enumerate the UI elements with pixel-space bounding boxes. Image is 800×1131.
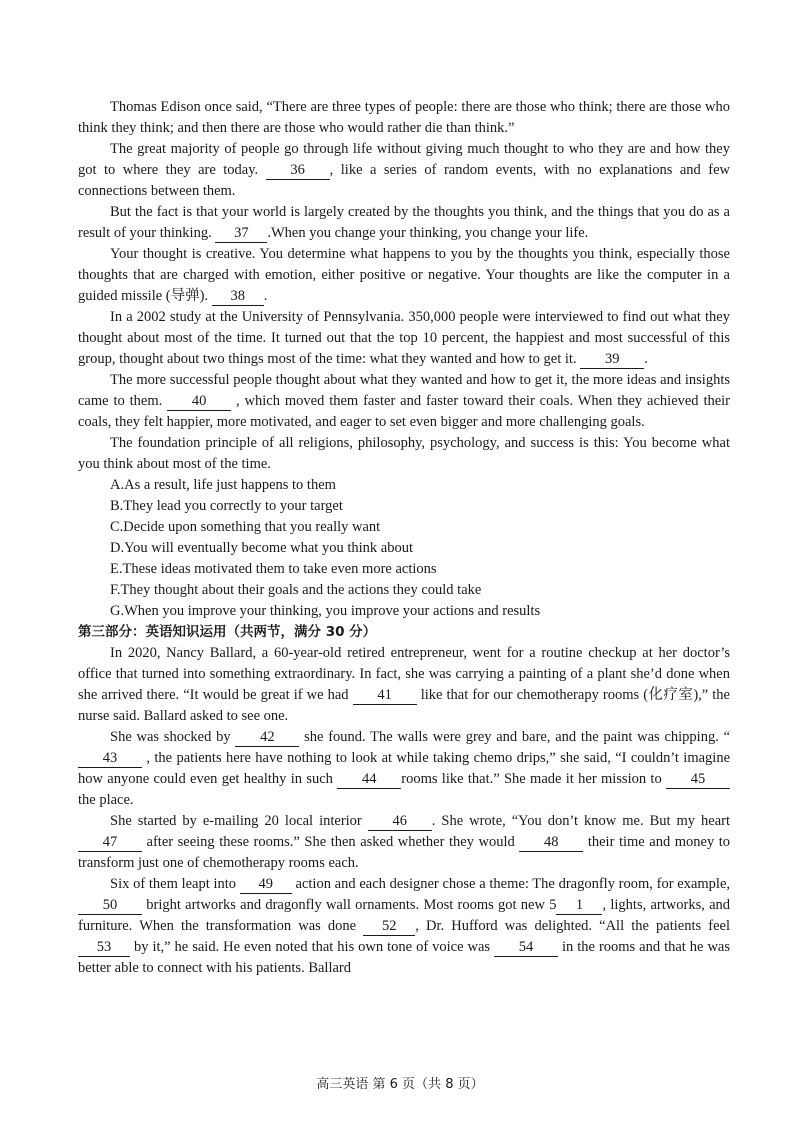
blank-47[interactable]: 47 [78, 834, 142, 852]
section-heading: 第三部分：英语知识运用（共两节，满分 30 分） [78, 624, 377, 640]
paragraph [78, 874, 730, 979]
blank-54[interactable]: 54 [494, 939, 558, 957]
paragraph-text: , Dr. Hufford was delighted. “All the patients feel [415, 918, 730, 934]
paragraph-text: the place. [78, 792, 134, 808]
page-footer: 高三英语 第 6 页（共 8 页） [316, 1077, 484, 1092]
paragraph-text: after seeing these rooms.” She then asked whether they would [146, 834, 515, 850]
paragraph [78, 433, 730, 475]
paragraph-text: , which moved them faster and faster toward their coals. When they achieved their coals, they felt happier, more motivated, and eager to set even bigger and more challenging goals. [78, 393, 731, 430]
option-c: C.Decide upon something that you really want [110, 519, 381, 535]
paragraph-text: by it,” he said. He even noted that his own tone of voice was [133, 939, 491, 955]
option-f: F.They thought about their goals and the actions they could take [110, 582, 482, 598]
option-a: A.As a result, life just happens to them [110, 477, 336, 493]
blank-50[interactable]: 50 [78, 897, 142, 915]
paragraph [78, 727, 730, 811]
paragraph [78, 202, 730, 244]
paragraph-text: . [644, 351, 648, 367]
blank-42[interactable]: 42 [235, 729, 299, 747]
paragraph [78, 811, 730, 874]
blank-41[interactable]: 41 [353, 687, 417, 705]
paragraph-text: she found. The walls were grey and bare, and the paint was chipping. “ [304, 729, 731, 745]
paragraph-text: in the rooms and that he was better able to connect with his patients. Ballard [78, 939, 731, 976]
paragraph-text: Your thought is creative. You determine what happens to you by the thoughts you think, especially those thoughts that are charged with emotion, either positive or negative. Your thoughts are like the computer in a guided missile (导弹). [78, 246, 730, 304]
paragraph [78, 370, 730, 433]
blank-45[interactable]: 45 [666, 771, 730, 789]
paragraph-text: . She wrote, “You don’t know me. But my heart [431, 813, 731, 829]
paragraph-text: In 2020, Nancy Ballard, a 60-year-old retired entrepreneur, went for a routine checkup at her doctor’s office that turned into something extraordinary. In fact, she was carrying a painting of a plant she’d done when she arrived there. “It would be great if we had [78, 645, 730, 703]
paragraph-text: She started by e-mailing 20 local interior [110, 813, 362, 829]
paragraph-text: But the fact is that your world is largely created by the thoughts you think, and the things that you do as a result of your thinking. [78, 204, 730, 241]
paragraph-text: In a 2002 study at the University of Pennsylvania. 350,000 people were interviewed to find out what they thought about most of the time. It turned out that the top 10 percent, the happiest and most successful of this group, thought about two things most of the time: what they wanted and how to get it. [78, 309, 730, 367]
blank-48[interactable]: 48 [519, 834, 583, 852]
paragraph-text: , like a series of random events, with no explanations and few connections between them. [78, 162, 731, 199]
paragraph-text: The great majority of people go through life without giving much thought to who they are and how they got to where they are today. [78, 141, 730, 178]
blank-44[interactable]: 44 [337, 771, 401, 789]
blank-52[interactable]: 52 [363, 918, 415, 936]
blank-36[interactable]: 36 [266, 162, 330, 180]
paragraph-text: The foundation principle of all religions, philosophy, psychology, and success is this: You become what you think about most of the time. [78, 435, 730, 472]
option-b: B.They lead you correctly to your target [110, 498, 343, 514]
paragraph-text: Thomas Edison once said, “There are three types of people: there are those who think; there are those who think they think; and then there are those who would rather die than think.” [78, 99, 730, 136]
paragraph [78, 643, 730, 727]
blank-43[interactable]: 43 [78, 750, 142, 768]
blank-49[interactable]: 49 [240, 876, 292, 894]
paragraph-text: action and each designer chose a theme: The dragonfly room, for example, [295, 876, 731, 892]
paragraph-text: .When you change your thinking, you change your life. [267, 225, 589, 241]
blank-38[interactable]: 38 [212, 288, 264, 306]
paragraph-text: , lights, artworks, and furniture. When the transformation was done [78, 897, 731, 934]
paragraph-text: Six of them leapt into [110, 876, 237, 892]
blank-37[interactable]: 37 [215, 225, 267, 243]
blank-46[interactable]: 46 [368, 813, 432, 831]
paragraph [78, 307, 730, 370]
paragraph-text: , the patients here have nothing to look at while taking chemo drips,” she said, “I couldn’t imagine how anyone could even get healthy in such [78, 750, 730, 787]
paragraph-text: The more successful people thought about what they wanted and how to get it, the more ideas and insights came to them. [78, 372, 730, 409]
paragraph-text: like that for our chemotherapy rooms (化疗室),” the nurse said. Ballard asked to see one. [78, 687, 730, 724]
exam-page [78, 97, 730, 979]
paragraph [78, 139, 730, 202]
paragraph-text: . [263, 288, 268, 304]
blank-51-prefix: 5 [549, 897, 557, 913]
option-e: E.These ideas motivated them to take even more actions [110, 561, 437, 577]
option-g: G.When you improve your thinking, you improve your actions and results [110, 603, 541, 619]
blank-39[interactable]: 39 [580, 351, 644, 369]
paragraph-text: She was shocked by [110, 729, 231, 745]
blank-53[interactable]: 53 [78, 939, 130, 957]
blank-40[interactable]: 40 [167, 393, 231, 411]
paragraph [78, 97, 730, 139]
paragraph-text: their time and money to transform just one of chemotherapy rooms each. [78, 834, 731, 871]
paragraph-text: rooms like that.” She made it her mission to [401, 771, 662, 787]
blank-51[interactable]: 1 [556, 897, 602, 915]
paragraph [78, 244, 730, 307]
paragraph-text: bright artworks and dragonfly wall ornaments. Most rooms got new [146, 897, 545, 913]
option-d: D.You will eventually become what you think about [110, 540, 413, 556]
